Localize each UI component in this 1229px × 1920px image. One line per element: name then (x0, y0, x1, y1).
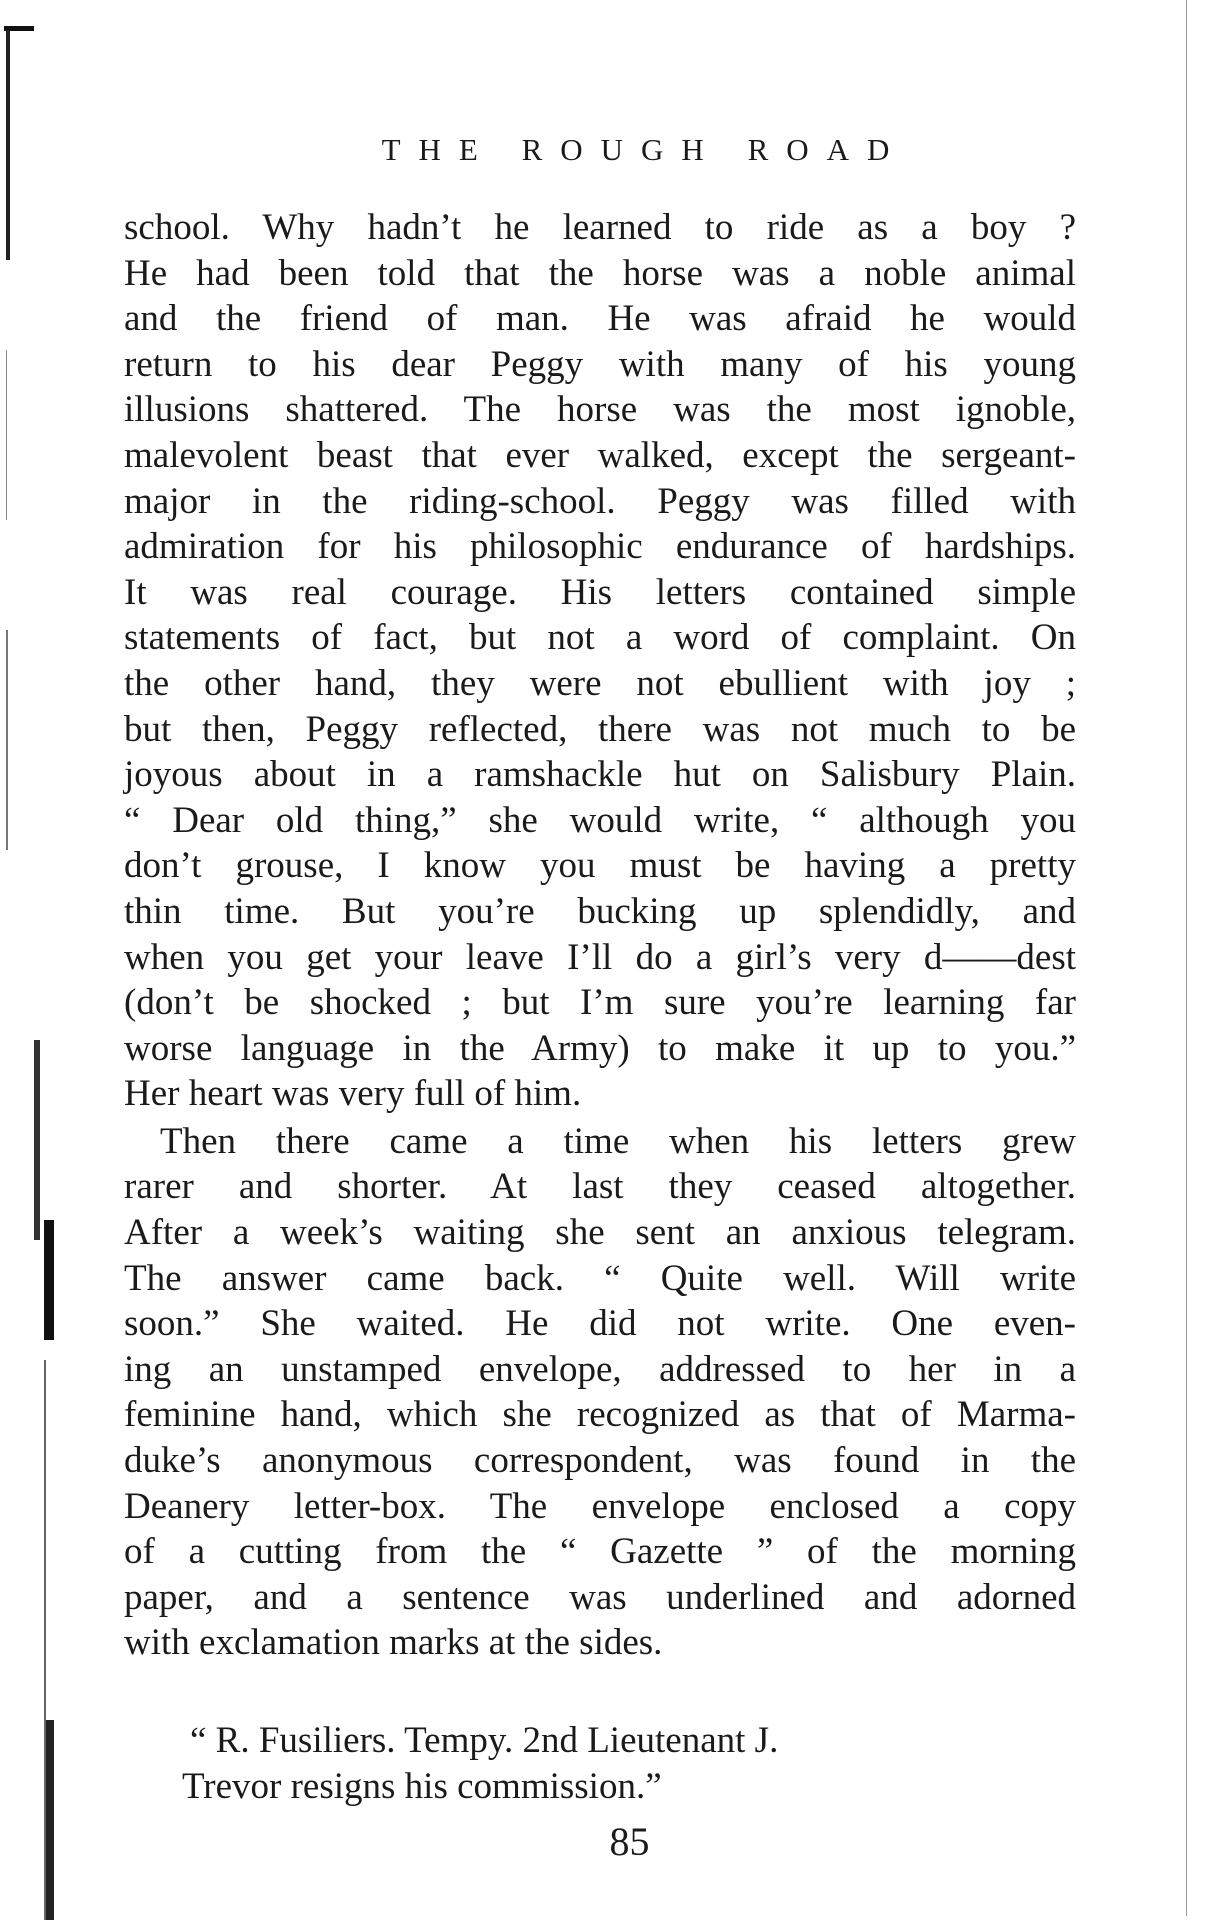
running-head: THE ROUGH ROAD (381, 132, 908, 167)
text-line: major in the riding-school. Peggy was filled with (124, 480, 1076, 522)
text-line: but then, Peggy reflected, there was not much to be (124, 708, 1076, 750)
text-line: don’t grouse, I know you must be having a pretty (124, 845, 1076, 887)
text-line: illusions shattered. The horse was the most ignoble, (124, 389, 1076, 431)
text-line: when you get your leave I’ll do a girl’s very d——dest (124, 936, 1076, 978)
text-line: Then there came a time when his letters grew (160, 1120, 1076, 1162)
text-line: duke’s anonymous correspondent, was found in the (124, 1440, 1076, 1482)
text-line: soon.” She waited. He did not write. One even- (124, 1303, 1076, 1345)
text-line: worse language in the Army) to make it up to you.” (124, 1027, 1076, 1069)
text-line: statements of fact, but not a word of complaint. On (124, 617, 1076, 659)
text-line: It was real courage. His letters contained simple (124, 571, 1076, 613)
text-line: the other hand, they were not ebullient with joy ; (124, 662, 1076, 704)
quotation-line: Trevor resigns his commission.” (182, 1766, 662, 1807)
text-line: with exclamation marks at the sides. (124, 1622, 663, 1664)
paragraph-1 (124, 205, 1076, 1117)
page-number: 85 (609, 1819, 650, 1864)
text-line: joyous about in a ramshackle hut on Salisbury Plain. (124, 754, 1076, 796)
text-line: school. Why hadn’t he learned to ride as a boy ? (124, 207, 1076, 248)
text-line: He had been told that the horse was a noble animal (124, 252, 1076, 294)
text-line: malevolent beast that ever walked, except the sergeant- (124, 434, 1076, 476)
body-text (124, 205, 1076, 1666)
text-line: return to his dear Peggy with many of his young (124, 343, 1076, 385)
quotation-line: “ R. Fusiliers. Tempy. 2nd Lieutenant J. (190, 1720, 779, 1761)
text-line: rarer and shorter. At last they ceased altogether. (124, 1166, 1076, 1208)
binding-gutter-shadow (0, 20, 40, 1916)
text-line: “ Dear old thing,” she would write, “ although you (124, 799, 1076, 841)
text-line: Deanery letter-box. The envelope enclosed a copy (124, 1485, 1076, 1527)
text-line: and the friend of man. He was afraid he would (124, 298, 1076, 340)
text-line: feminine hand, which she recognized as that of Marma- (124, 1394, 1076, 1436)
page-trim-edge (1186, 0, 1187, 1916)
text-line: The answer came back. “ Quite well. Will write (124, 1257, 1076, 1299)
text-line: ing an unstamped envelope, addressed to her in a (124, 1348, 1076, 1390)
text-line: Her heart was very full of him. (124, 1073, 582, 1115)
text-line: thin time. But you’re bucking up splendidly, and (124, 890, 1076, 932)
text-line: admiration for his philosophic endurance of hardships. (124, 526, 1076, 568)
text-line: of a cutting from the “ Gazette ” of the morning (124, 1531, 1076, 1573)
text-line: After a week’s waiting she sent an anxious telegram. (124, 1212, 1076, 1254)
text-line: paper, and a sentence was underlined and adorned (124, 1576, 1076, 1618)
gazette-quotation (182, 1718, 1050, 1810)
text-line: (don’t be shocked ; but I’m sure you’re learning far (124, 982, 1076, 1024)
paragraph-2 (124, 1119, 1076, 1666)
